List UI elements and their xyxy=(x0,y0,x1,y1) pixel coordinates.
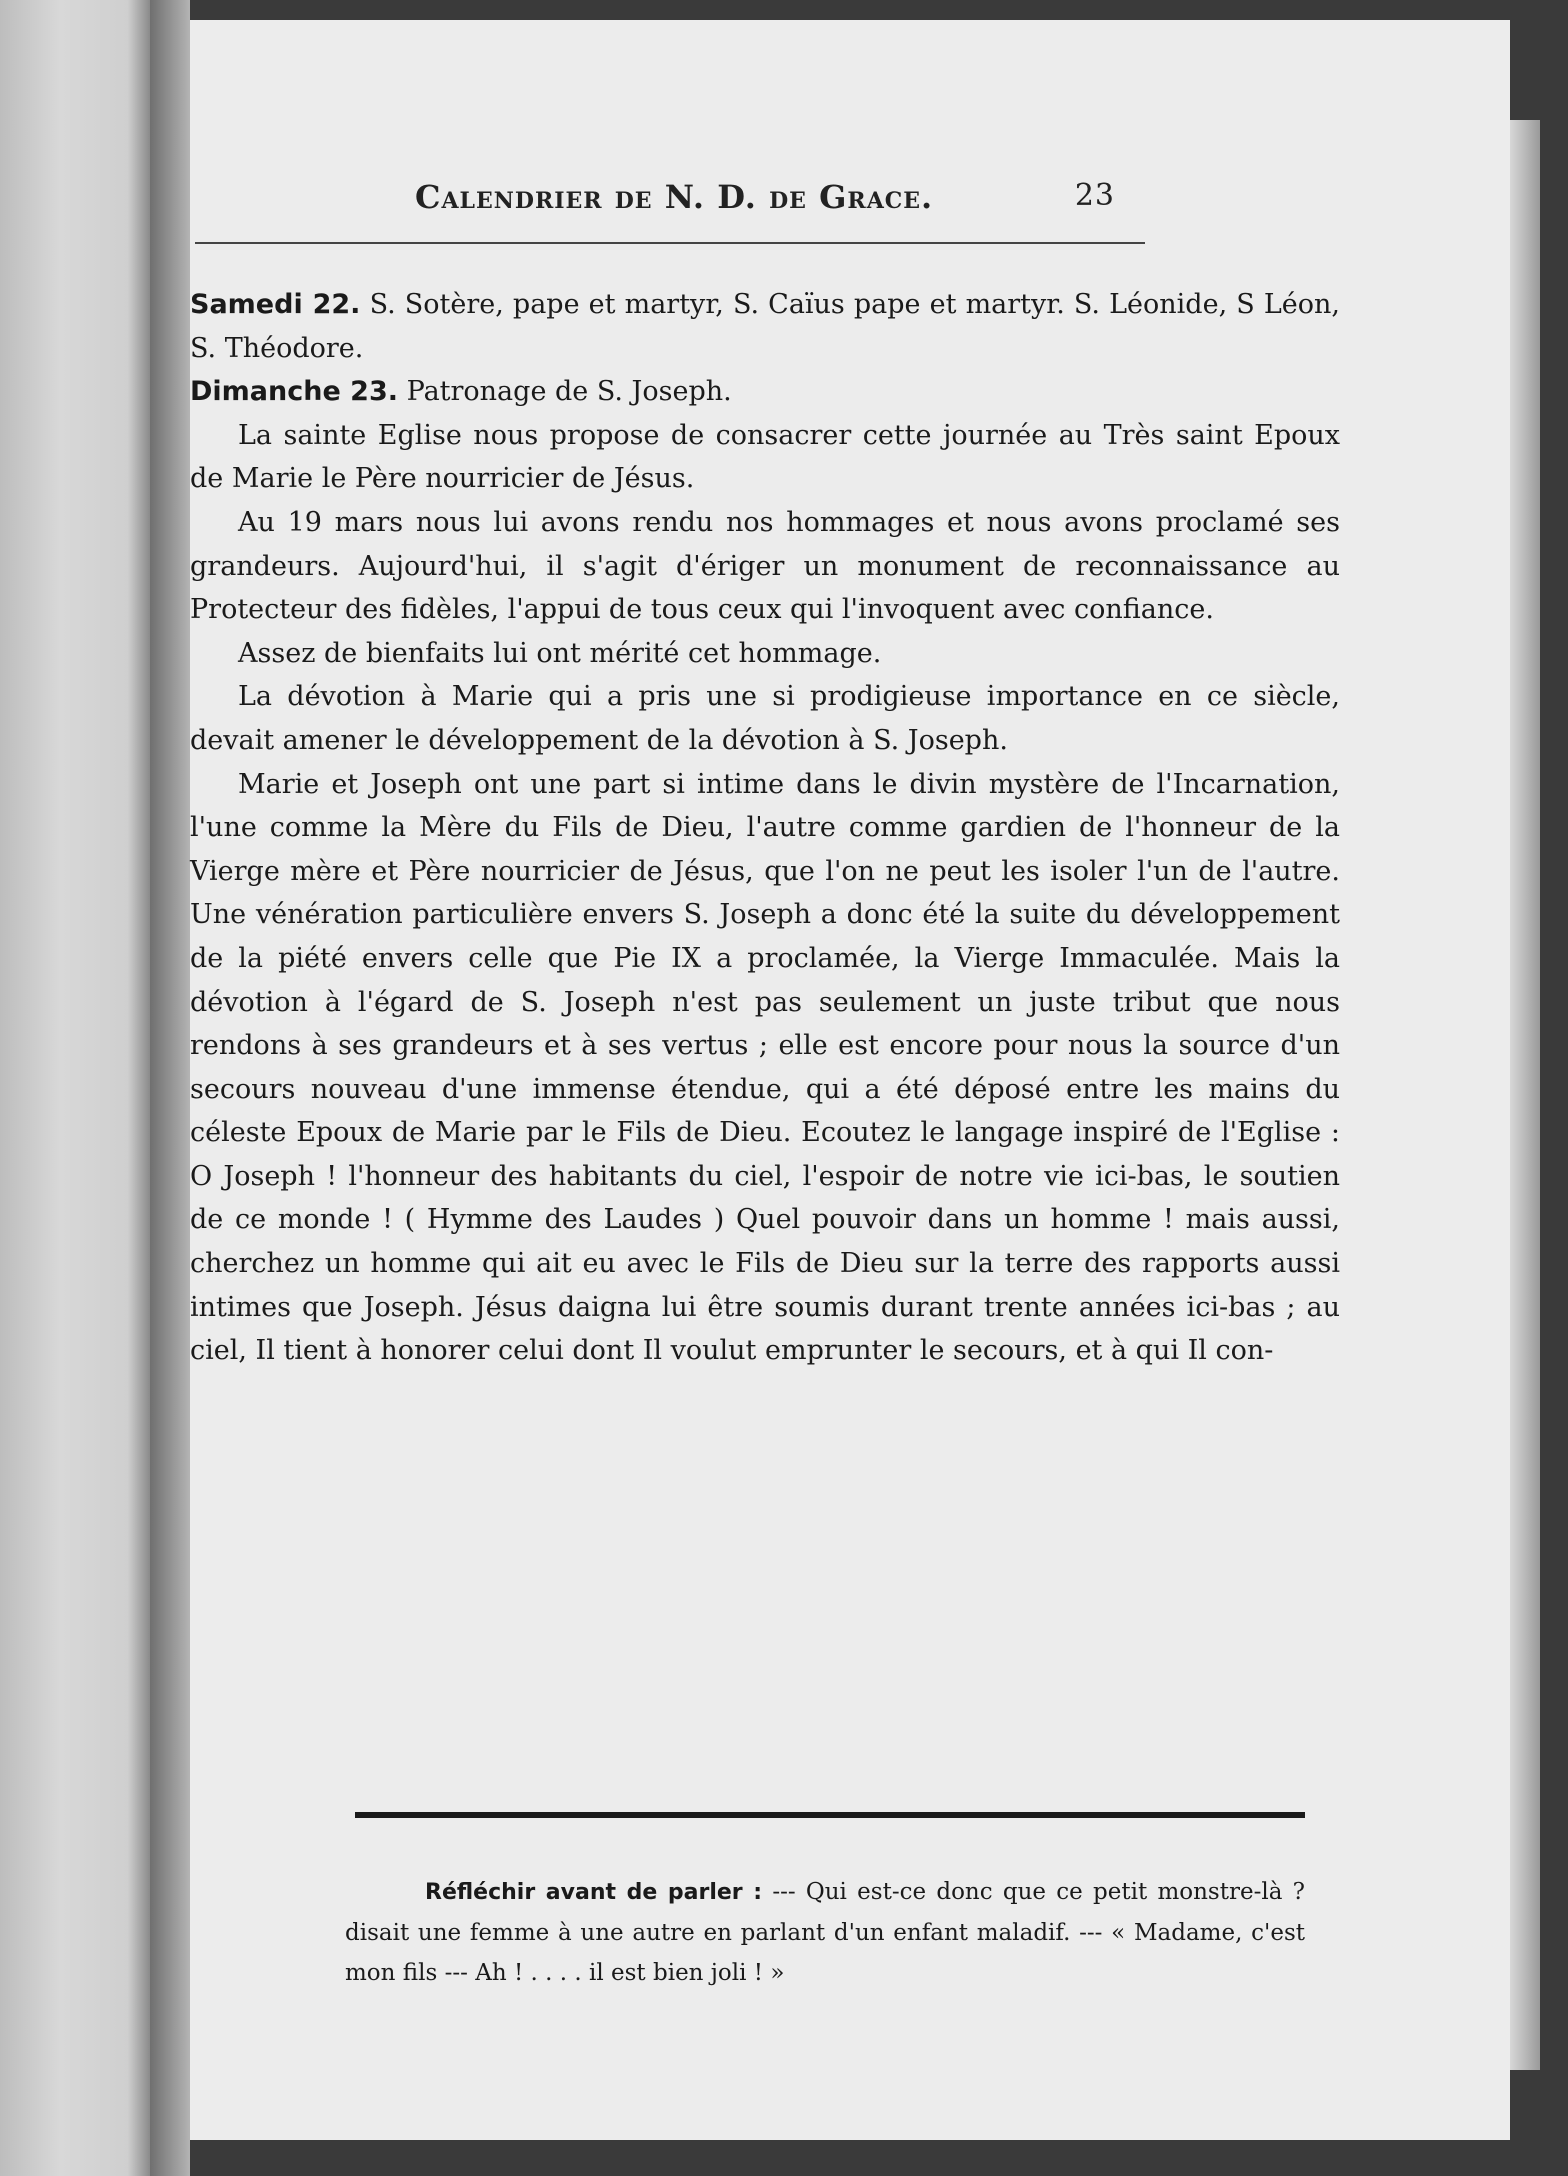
paragraph: Assez de bienfaits lui ont mérité cet hommage. xyxy=(238,637,882,669)
day-label: Dimanche 23. xyxy=(190,376,399,408)
entry-text: S. Sotère, pape et martyr, S. Caïus pape et martyr. S. Léonide, S Léon, S. Théodore. xyxy=(190,289,1340,364)
book-gutter xyxy=(150,0,190,2176)
paragraph: La dévotion à Marie qui a pris une si prodigieuse importance en ce siècle, devait amener le développement de la dévotion à S. Joseph. xyxy=(190,681,1340,756)
paragraph: La sainte Eglise nous propose de consacrer cette journée au Très saint Epoux de Marie le Père nourricier de Jésus. xyxy=(190,419,1340,495)
paragraph: Au 19 mars nous lui avons rendu nos hommages et nous avons proclamé ses grandeurs. Aujourd'hui, il s'agit d'ériger un monument de reconnaissance au Protecteur des fidèles, l'appui de tous ceux qui l'invoquent avec confiance. xyxy=(190,506,1340,626)
running-header xyxy=(195,178,1115,228)
entry-text: Patronage de S. Joseph. xyxy=(406,376,732,408)
header-rule xyxy=(195,242,1145,244)
footnote-rule xyxy=(355,1812,1305,1818)
entry-samedi xyxy=(190,283,1340,370)
footnote-paragraph xyxy=(345,1872,1305,1993)
body-text xyxy=(190,283,1340,1373)
header-title: Calendrier de N. D. de Grace. xyxy=(415,178,934,216)
page-number: 23 xyxy=(1074,178,1115,213)
footnote-text: --- Qui est-ce donc que ce petit monstre-là ? disait une femme à une autre en parlant d'un enfant maladif. --- « Madame, c'est mon fils --- Ah ! . . . . il est bien joli ! » xyxy=(345,1879,1306,1986)
right-page-edge xyxy=(1510,120,1540,2070)
entry-dimanche xyxy=(190,370,1340,414)
day-label: Samedi 22. xyxy=(190,289,361,320)
left-page-edge xyxy=(0,0,150,2176)
footnote-lead: Réfléchir avant de parler : xyxy=(425,1880,763,1905)
paragraph: Marie et Joseph ont une part si intime dans le divin mystère de l'Incarnation, l'une comme la Mère du Fils de Dieu, l'autre comme gardien de l'honneur de la Vierge mère et Père nourricier de Jésus, que l'on ne peut les isoler l'un de l'autre. Une vénération particulière envers S. Joseph a donc été la suite du développement de la piété envers celle que Pie IX a proclamée, la Vierge Immaculée. Mais la dévotion à l'égard de S. Joseph n'est pas seulement un juste tribut que nous rendons à ses grandeurs et à ses vertus ; elle est encore pour nous la source d'un secours nouveau d'une immense étendue, qui a été déposé entre les mains du céleste Epoux de Marie par le Fils de Dieu. Ecoutez le langage inspiré de l'Eglise : O Joseph ! l'honneur des habitants du ciel, l'espoir de notre vie ici-bas, le soutien de ce monde ! ( Hymme des Laudes ) Quel pouvoir dans un homme ! mais aussi, cherchez un homme qui ait eu avec le Fils de Dieu sur la terre des rapports aussi intimes que Joseph. Jésus daigna lui être soumis durant trente années ici-bas ; au ciel, Il tient à honorer celui dont Il voulut emprunter le secours, et à qui Il con- xyxy=(190,768,1340,1367)
footnote xyxy=(345,1872,1305,1993)
